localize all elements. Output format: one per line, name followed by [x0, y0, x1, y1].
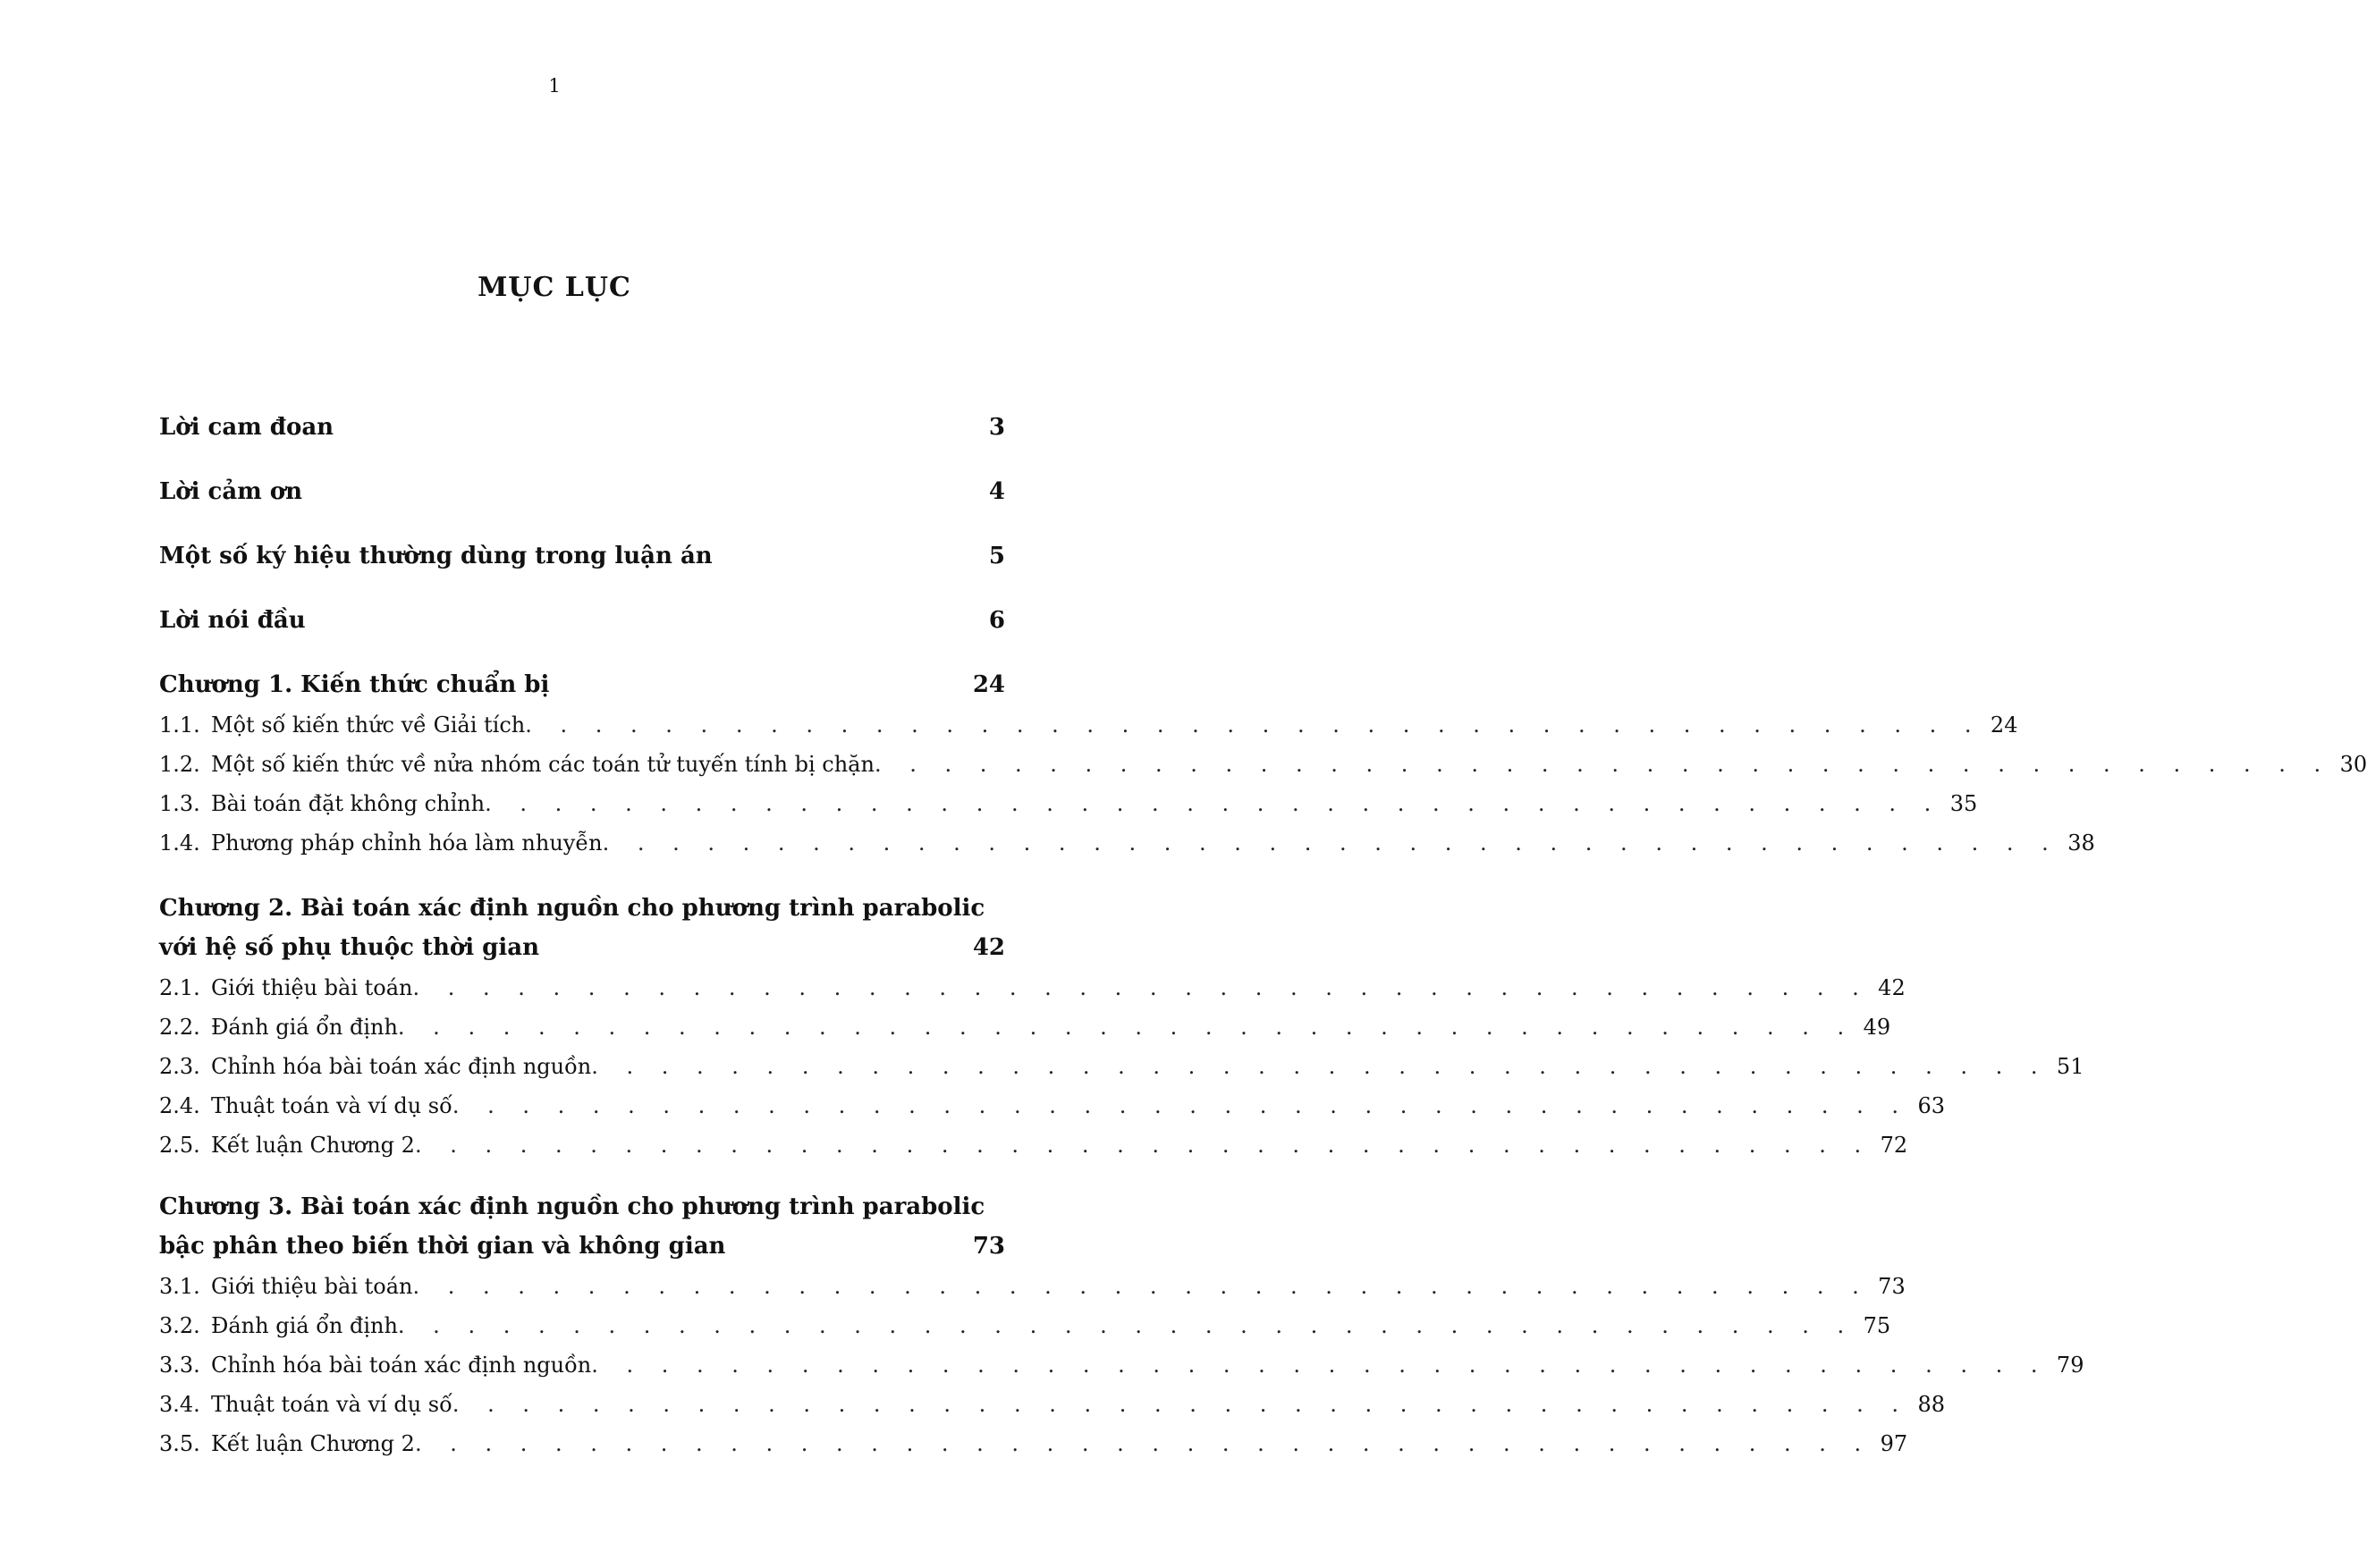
dot-leader: . . . . . . . . . . . . . . . . . . . . . . . . . . . . . . . . . . . . . . . . . . — [452, 1392, 1910, 1417]
toc-section-1-3[interactable] — [159, 791, 1978, 816]
section-number: 1.4. — [159, 830, 200, 856]
section-page: 42 — [1878, 975, 1906, 1000]
toc-entry-label: Lời cam đoan — [159, 414, 334, 441]
section-number: 3.3. — [159, 1353, 200, 1378]
section-page: 38 — [2067, 830, 2095, 856]
toc-section-2-1[interactable] — [159, 975, 1906, 1000]
toc-chapter-1[interactable] — [159, 671, 1005, 698]
section-page: 30 — [2339, 752, 2367, 777]
toc-entry-loi-noi-dau[interactable] — [159, 607, 1005, 634]
section-label: Một số kiến thức về Giải tích — [211, 712, 526, 738]
toc-section-1-4[interactable] — [159, 830, 2095, 856]
section-label: Thuật toán và ví dụ số — [211, 1093, 452, 1118]
toc-section-1-1[interactable] — [159, 712, 2018, 738]
section-page: 49 — [1863, 1015, 1891, 1040]
chapter-title-line2: với hệ số phụ thuộc thời gian — [159, 934, 539, 961]
section-page: 88 — [1917, 1392, 1946, 1417]
toc-section-3-5[interactable] — [159, 1431, 1908, 1456]
toc-entry-loi-cam-on[interactable] — [159, 478, 1005, 505]
dot-leader: . . . . . . . . . . . . . . . . . . . . . . . . . . . . . . . . . . . . . . . . . . — [874, 752, 2332, 777]
toc-entry-page: 4 — [988, 478, 1005, 505]
chapter-page: 24 — [972, 671, 1005, 698]
toc-section-1-2[interactable] — [159, 752, 2367, 777]
section-label: Kết luận Chương 2 — [211, 1431, 415, 1456]
dot-leader: . . . . . . . . . . . . . . . . . . . . . . . . . . . . . . . . . . . . . . . . . . — [525, 712, 1982, 738]
toc-entry-page: 3 — [988, 414, 1005, 441]
dot-leader: . . . . . . . . . . . . . . . . . . . . . . . . . . . . . . . . . . . . . . . . . . — [591, 1353, 2049, 1378]
dot-leader: . . . . . . . . . . . . . . . . . . . . . . . . . . . . . . . . . . . . . . . . . . — [412, 1274, 1870, 1299]
section-number: 2.4. — [159, 1093, 200, 1118]
section-number: 1.3. — [159, 791, 200, 816]
toc-section-2-4[interactable] — [159, 1093, 1946, 1118]
section-page: 72 — [1880, 1133, 1908, 1158]
toc-chapter-3-title-line1[interactable]: Chương 3. Bài toán xác định nguồn cho phương trình parabolic — [159, 1193, 985, 1220]
section-label: Thuật toán và ví dụ số — [211, 1392, 452, 1417]
section-label: Chỉnh hóa bài toán xác định nguồn — [211, 1353, 592, 1378]
section-label: Một số kiến thức về nửa nhóm các toán tử tuyến tính bị chặn — [211, 752, 875, 777]
section-label: Kết luận Chương 2 — [211, 1133, 415, 1158]
dot-leader: . . . . . . . . . . . . . . . . . . . . . . . . . . . . . . . . . . . . . . . . . . — [591, 1054, 2049, 1079]
toc-section-3-4[interactable] — [159, 1392, 1946, 1417]
toc-entry-label: Lời nói đầu — [159, 607, 306, 634]
toc-chapter-2[interactable] — [159, 934, 1005, 961]
toc-section-3-3[interactable] — [159, 1353, 2084, 1378]
section-page: 51 — [2056, 1054, 2084, 1079]
toc-section-3-2[interactable] — [159, 1313, 1891, 1338]
chapter-title-line2: bậc phân theo biến thời gian và không gian — [159, 1233, 726, 1260]
section-page: 63 — [1917, 1093, 1946, 1118]
toc-title: MỤC LỤC — [478, 272, 631, 303]
section-label: Giới thiệu bài toán — [211, 1274, 413, 1299]
section-label: Giới thiệu bài toán — [211, 975, 413, 1000]
section-page: 97 — [1880, 1431, 1908, 1456]
chapter-page: 73 — [972, 1233, 1005, 1260]
section-page: 79 — [2056, 1353, 2084, 1378]
section-number: 2.1. — [159, 975, 200, 1000]
section-number: 2.5. — [159, 1133, 200, 1158]
dot-leader: . . . . . . . . . . . . . . . . . . . . . . . . . . . . . . . . . . . . . . . . . . — [485, 791, 1942, 816]
toc-entry-loi-cam-doan[interactable] — [159, 414, 1005, 441]
dot-leader: . . . . . . . . . . . . . . . . . . . . . . . . . . . . . . . . . . . . . . . . . . — [452, 1093, 1910, 1118]
section-number: 3.2. — [159, 1313, 200, 1338]
dot-leader: . . . . . . . . . . . . . . . . . . . . . . . . . . . . . . . . . . . . . . . . . . — [602, 830, 2059, 856]
dot-leader: . . . . . . . . . . . . . . . . . . . . . . . . . . . . . . . . . . . . . . . . . . — [414, 1133, 1872, 1158]
toc-entry-label: Một số ký hiệu thường dùng trong luận án — [159, 543, 713, 569]
section-number: 3.1. — [159, 1274, 200, 1299]
dot-leader: . . . . . . . . . . . . . . . . . . . . . . . . . . . . . . . . . . . . . . . . . . — [397, 1015, 1856, 1040]
section-number: 1.1. — [159, 712, 200, 738]
section-page: 35 — [1949, 791, 1978, 816]
section-page: 75 — [1863, 1313, 1891, 1338]
section-page: 24 — [1990, 712, 2018, 738]
section-label: Chỉnh hóa bài toán xác định nguồn — [211, 1054, 592, 1079]
section-number: 1.2. — [159, 752, 200, 777]
section-page: 73 — [1878, 1274, 1906, 1299]
toc-entry-ky-hieu[interactable] — [159, 543, 1005, 569]
toc-section-3-1[interactable] — [159, 1274, 1906, 1299]
chapter-title: Chương 1. Kiến thức chuẩn bị — [159, 671, 550, 698]
section-number: 3.4. — [159, 1392, 200, 1417]
toc-section-2-3[interactable] — [159, 1054, 2084, 1079]
section-label: Đánh giá ổn định — [211, 1015, 398, 1040]
section-number: 3.5. — [159, 1431, 200, 1456]
dot-leader: . . . . . . . . . . . . . . . . . . . . . . . . . . . . . . . . . . . . . . . . . . — [412, 975, 1870, 1000]
dot-leader: . . . . . . . . . . . . . . . . . . . . . . . . . . . . . . . . . . . . . . . . . . — [414, 1431, 1872, 1456]
toc-section-2-2[interactable] — [159, 1015, 1891, 1040]
toc-chapter-2-title-line1[interactable]: Chương 2. Bài toán xác định nguồn cho phương trình parabolic — [159, 895, 985, 922]
section-label: Đánh giá ổn định — [211, 1313, 398, 1338]
section-number: 2.2. — [159, 1015, 200, 1040]
section-number: 2.3. — [159, 1054, 200, 1079]
dot-leader: . . . . . . . . . . . . . . . . . . . . . . . . . . . . . . . . . . . . . . . . . . — [397, 1313, 1856, 1338]
toc-entry-page: 6 — [988, 607, 1005, 634]
page-number: 1 — [548, 75, 561, 97]
toc-chapter-3[interactable] — [159, 1233, 1005, 1260]
chapter-page: 42 — [972, 934, 1005, 961]
toc-entry-label: Lời cảm ơn — [159, 478, 303, 505]
toc-entry-page: 5 — [988, 543, 1005, 569]
section-label: Phương pháp chỉnh hóa làm nhuyễn — [211, 830, 603, 856]
toc-section-2-5[interactable] — [159, 1133, 1908, 1158]
section-label: Bài toán đặt không chỉnh — [211, 791, 486, 816]
